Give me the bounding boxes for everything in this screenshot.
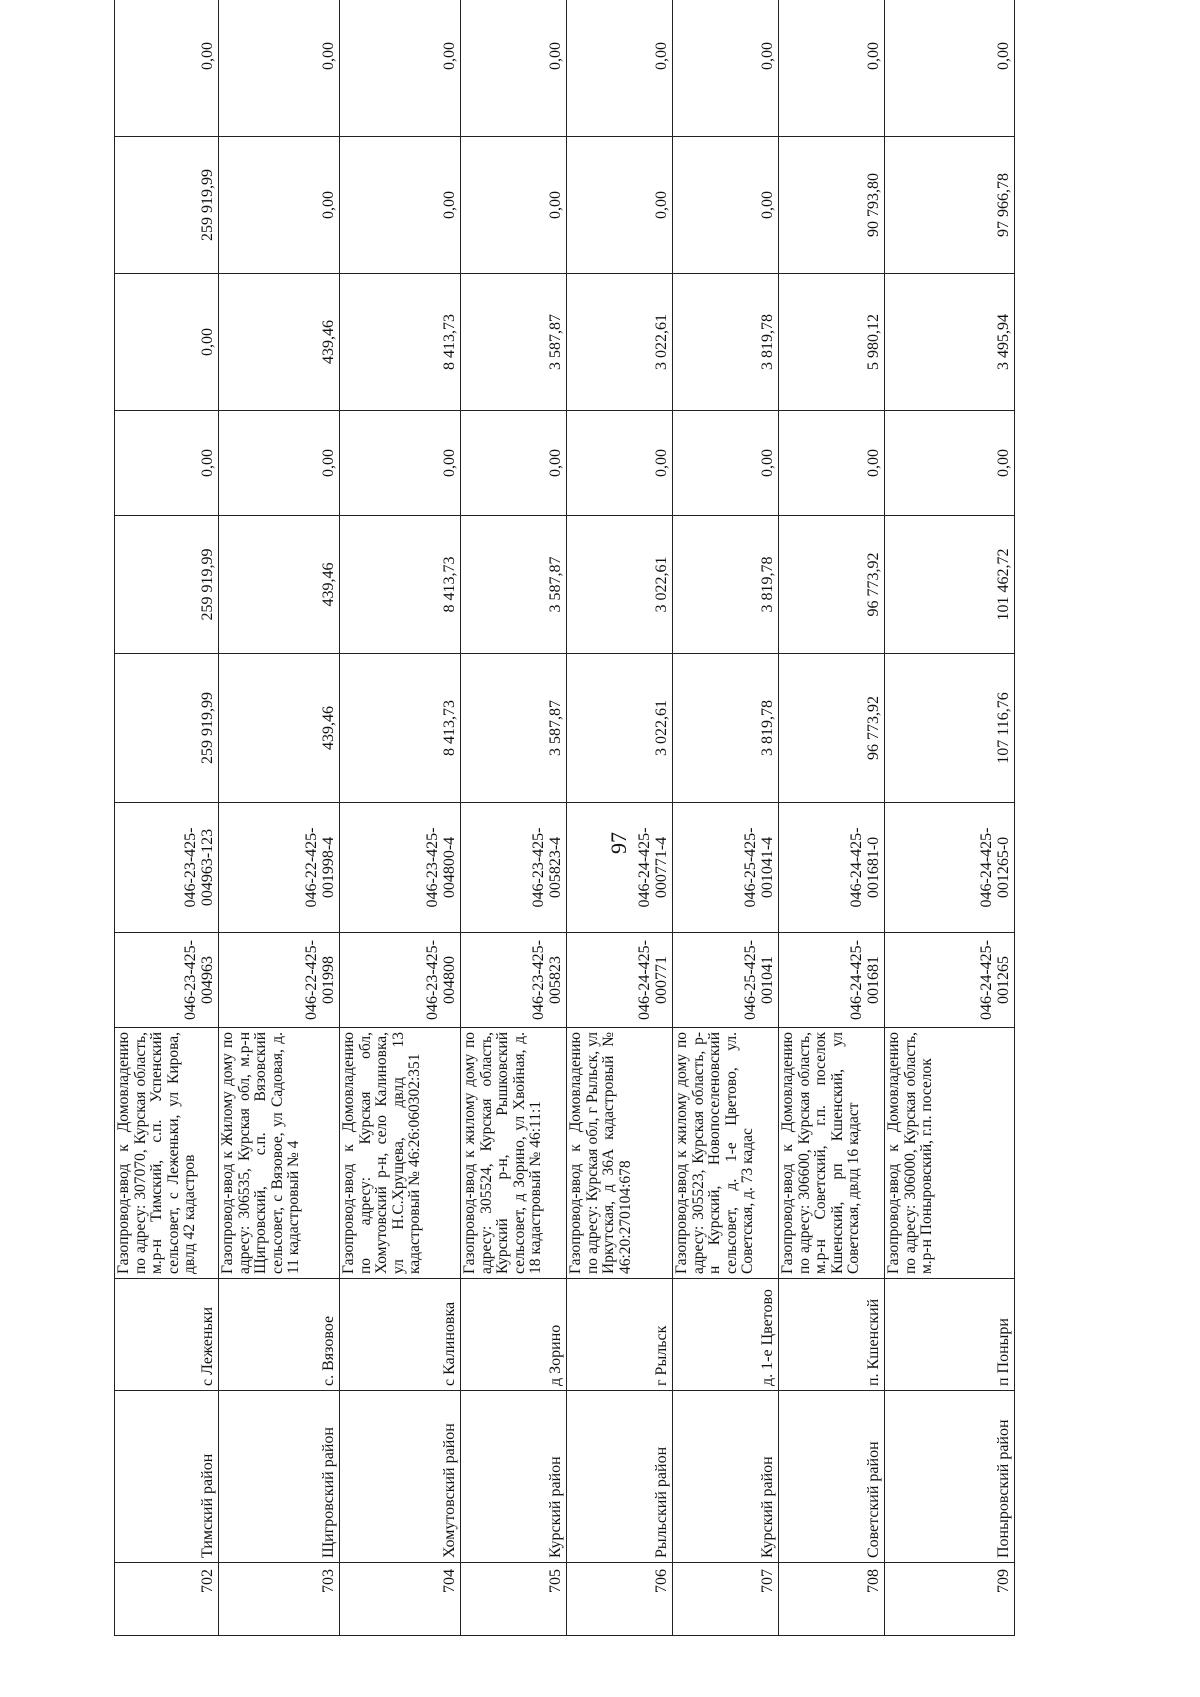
table-row-708 [779,0,885,1636]
value-4-cell: 3 587,87 [461,274,567,411]
value-5-cell: 0,00 [567,137,673,274]
value-3-cell: 0,00 [779,411,885,516]
district-cell: Тимский район [115,1391,219,1563]
locality-cell: г Рыльск [567,1279,673,1391]
value-6-cell: 0,00 [673,0,779,137]
row-number: 708 [779,1563,885,1636]
value-2-cell: 3 022,61 [567,516,673,654]
code-cell: 046-23-425-005823 [461,933,567,1028]
value-5-cell: 90 793,80 [779,137,885,274]
value-3-cell: 0,00 [673,411,779,516]
locality-cell: п Поныри [885,1279,1015,1391]
value-4-cell: 3 819,78 [673,274,779,411]
value-3-cell: 0,00 [115,411,219,516]
value-2-cell: 439,46 [219,516,340,654]
value-5-cell: 0,00 [340,137,461,274]
description-cell: Газопровод-ввод к Жилому дому по адресу: 306535, Курская обл, м.р-н Щигровский, с.п. Вязовский сельсовет, с Вязовое, ул Садовая, д. 11 кадастровый № 4 [219,1028,340,1279]
full-code-cell: 046-24-425-001681-0 [779,803,885,933]
value-1-cell: 259 919,99 [115,654,219,803]
code-cell: 046-24-425-001681 [779,933,885,1028]
district-cell: Поныровский район [885,1391,1015,1563]
table-row-703 [219,0,340,1636]
locality-cell: с Леженьки [115,1279,219,1391]
locality-cell: д Зорино [461,1279,567,1391]
row-number: 709 [885,1563,1015,1636]
row-number: 707 [673,1563,779,1636]
value-3-cell: 0,00 [885,411,1015,516]
value-3-cell: 0,00 [567,411,673,516]
district-cell: Курский район [461,1391,567,1563]
value-5-cell: 97 966,78 [885,137,1015,274]
value-1-cell: 3 022,61 [567,654,673,803]
value-6-cell: 0,00 [779,0,885,137]
table-row-709 [885,0,1015,1636]
value-2-cell: 96 773,92 [779,516,885,654]
value-2-cell: 259 919,99 [115,516,219,654]
row-number: 706 [567,1563,673,1636]
value-4-cell: 8 413,73 [340,274,461,411]
value-5-cell: 0,00 [219,137,340,274]
full-code-cell: 046-23-425-004800-4 [340,803,461,933]
code-cell: 046-23-425-004800 [340,933,461,1028]
table-row-704 [340,0,461,1636]
locality-cell: с Калиновка [340,1279,461,1391]
value-2-cell: 3 819,78 [673,516,779,654]
page-number: 97 [606,832,631,854]
value-1-cell: 8 413,73 [340,654,461,803]
value-1-cell: 3 587,87 [461,654,567,803]
value-2-cell: 8 413,73 [340,516,461,654]
value-4-cell: 0,00 [115,274,219,411]
locality-cell: п. Кшенский [779,1279,885,1391]
gas-pipeline-table [114,0,1015,1636]
row-number: 703 [219,1563,340,1636]
code-cell: 046-23-425-004963 [115,933,219,1028]
value-4-cell: 3 495,94 [885,274,1015,411]
full-code-cell: 046-23-425-004963-123 [115,803,219,933]
description-cell: Газопровод-ввод к Домовладению по адресу: 307070, Курская область, м.р-н Тимский, с.п. Успенский сельсовет, с Леженьки, ул Кирова, двлд 42 кадастров [115,1028,219,1279]
description-cell: Газопровод-ввод к Домовладению по адресу: Курская обл, г Рыльск, ул Иркутская, д 36А кадастровый № 46:20:270104:678 [567,1028,673,1279]
locality-cell: д. 1-е Цветово [673,1279,779,1391]
full-code-cell: 046-24-425-000771-4 [567,803,673,933]
description-cell: Газопровод-ввод к жилому дому по адресу: 305523, Курская область, р-н Курский, Новопоселеновский сельсовет, д. 1-е Цветово, ул. Советская, д. 73 кадас [673,1028,779,1279]
code-cell: 046-22-425-001998 [219,933,340,1028]
table-row-707 [673,0,779,1636]
description-cell: Газопровод-ввод к Домовладению по адресу: Курская обл, Хомутовский р-н, село Калиновка, ул Н.С.Хрущева, двлд 13 кадастровый № 46:26:060302:351 [340,1028,461,1279]
table-row-706 [567,0,673,1636]
value-5-cell: 0,00 [673,137,779,274]
full-code-cell: 046-24-425-001265-0 [885,803,1015,933]
district-cell: Щигровский район [219,1391,340,1563]
district-cell: Курский район [673,1391,779,1563]
row-number: 704 [340,1563,461,1636]
row-number: 702 [115,1563,219,1636]
description-cell: Газопровод-ввод к Домовладению по адресу: 306600, Курская область, м.р-н Советский, г.п. поселок Кшенский, рп Кшенский, ул Советская, двлд 16 кадаст [779,1028,885,1279]
full-code-cell: 046-23-425-005823-4 [461,803,567,933]
value-6-cell: 0,00 [115,0,219,137]
district-cell: Советский район [779,1391,885,1563]
value-2-cell: 101 462,72 [885,516,1015,654]
value-4-cell: 5 980,12 [779,274,885,411]
table-row-702 [115,0,219,1636]
value-1-cell: 96 773,92 [779,654,885,803]
value-5-cell: 0,00 [461,137,567,274]
description-cell: Газопровод-ввод к Домовладению по адресу: 306000, Курская область, м.р-н Поныровский, г.п. поселок [885,1028,1015,1279]
value-1-cell: 3 819,78 [673,654,779,803]
value-5-cell: 259 919,99 [115,137,219,274]
value-2-cell: 3 587,87 [461,516,567,654]
value-6-cell: 0,00 [219,0,340,137]
value-3-cell: 0,00 [461,411,567,516]
full-code-cell: 046-25-425-001041-4 [673,803,779,933]
value-6-cell: 0,00 [567,0,673,137]
locality-cell: с. Вязовое [219,1279,340,1391]
value-4-cell: 439,46 [219,274,340,411]
value-6-cell: 0,00 [461,0,567,137]
value-1-cell: 439,46 [219,654,340,803]
value-6-cell: 0,00 [340,0,461,137]
value-3-cell: 0,00 [219,411,340,516]
full-code-cell: 046-22-425-001998-4 [219,803,340,933]
code-cell: 046-24-425-001265 [885,933,1015,1028]
code-cell: 046-25-425-001041 [673,933,779,1028]
district-cell: Хомутовский район [340,1391,461,1563]
value-1-cell: 107 116,76 [885,654,1015,803]
description-cell: Газопровод-ввод к жилому дому по адресу: 305524, Курская область, Курский р-н, Рышковский сельсовет, д Зорино, ул Хвойная, д. 18 кадастровый № 46:11:1 [461,1028,567,1279]
table-row-705 [461,0,567,1636]
code-cell: 046-24-425-000771 [567,933,673,1028]
value-3-cell: 0,00 [340,411,461,516]
district-cell: Рыльский район [567,1391,673,1563]
value-4-cell: 3 022,61 [567,274,673,411]
value-6-cell: 0,00 [885,0,1015,137]
row-number: 705 [461,1563,567,1636]
rotated-table-wrapper [114,42,1014,1636]
